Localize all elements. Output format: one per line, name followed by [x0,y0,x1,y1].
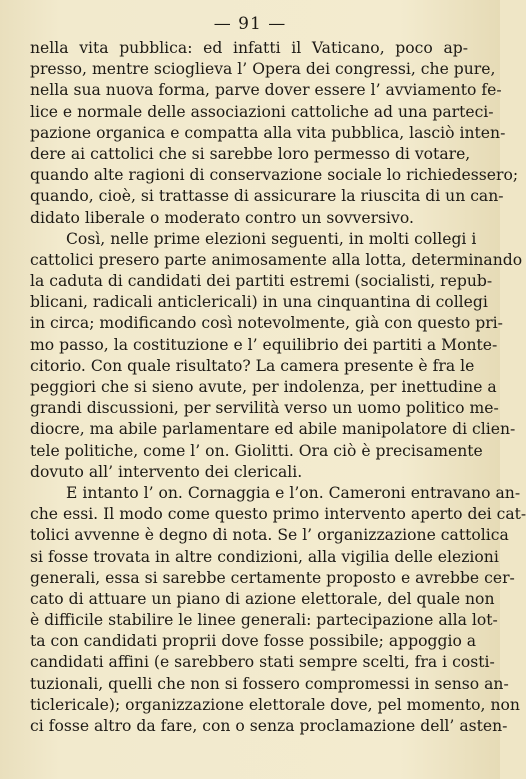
text-line: tuzionali, quelli che non si fossero compromessi in senso an- [30,674,509,693]
paragraph [30,229,523,483]
text-line: didato liberale o moderato contro un sovversivo. [30,208,414,227]
text-line: tolici avvenne è degno di nota. Se l’ organizzazione cattolica [30,526,509,545]
text-line: quando alte ragioni di conservazione sociale lo richiedessero; [30,166,519,185]
paragraph [30,38,519,229]
text-line: generali, essa si sarebbe certamente proposto e avrebbe cer- [30,568,515,587]
paragraph [30,483,526,737]
text-line: la caduta di candidati dei partiti estremi (socialisti, repub- [30,272,493,291]
text-line: grandi discussioni, per servilità verso un uomo politico me- [30,399,499,418]
text-line: pazione organica e compatta alla vita pubblica, lasciò inten- [30,123,506,142]
text-line: lice e normale delle associazioni cattoliche ad una parteci- [30,102,494,121]
text-line: citorio. Con quale risultato? La camera presente è fra le [30,356,475,375]
text-line: ticlericale); organizzazione elettorale dove, pel momento, non [30,695,520,714]
text-line: dere ai cattolici che si sarebbe loro permesso di votare, [30,144,471,163]
text-line: nella vita pubblica: ed infatti il Vaticano, poco ap- [30,39,468,57]
text-line: è difficile stabilire le linee generali: partecipazione alla lot- [30,611,498,630]
text-line: nella sua nuova forma, parve dover essere l’ avviamento fe- [30,81,502,100]
text-line: quando, cioè, si trattasse di assicurare la riuscita di un can- [30,187,504,206]
text-line: cattolici presero parte animosamente alla lotta, determinando [30,250,523,269]
text-line: mo passo, la costituzione e l’ equilibrio dei partiti a Monte- [30,335,498,354]
page-number: — 91 — [213,14,287,34]
text-line: che essi. Il modo come questo primo intervento aperto dei cat- [30,505,526,524]
body-text [30,38,526,737]
text-line: in circa; modificando così notevolmente, già con questo pri- [30,314,503,333]
text-line: ta con candidati proprii dove fosse possibile; appoggio a [30,632,477,651]
text-line: ci fosse altro da fare, con o senza proclamazione dell’ asten- [30,717,508,735]
text-line: Così, nelle prime elezioni seguenti, in molti collegi i [66,229,477,248]
text-line: blicani, radicali anticlericali) in una cinquantina di collegi [30,293,488,312]
text-line: peggiori che si sieno avute, per indolenza, per inettudine a [30,378,497,396]
text-line: dovuto all’ intervento dei clericali. [30,462,303,481]
text-line: tele politiche, come l’ on. Giolitti. Ora ciò è precisamente [30,441,483,460]
text-line: presso, mentre scioglieva l’ Opera dei congressi, che pure, [30,60,496,79]
text-line: diocre, ma abile parlamentare ed abile manipolatore di clien- [30,420,516,439]
text-line: cato di attuare un piano di azione elettorale, del quale non [30,589,495,608]
text-line: E intanto l’ on. Cornaggia e l’on. Cameroni entravano an- [66,483,521,502]
text-line: candidati affini (e sarebbero stati sempre scelti, fra i costi- [30,653,495,672]
text-line: si fosse trovata in altre condizioni, alla vigilia delle elezioni [30,547,499,566]
